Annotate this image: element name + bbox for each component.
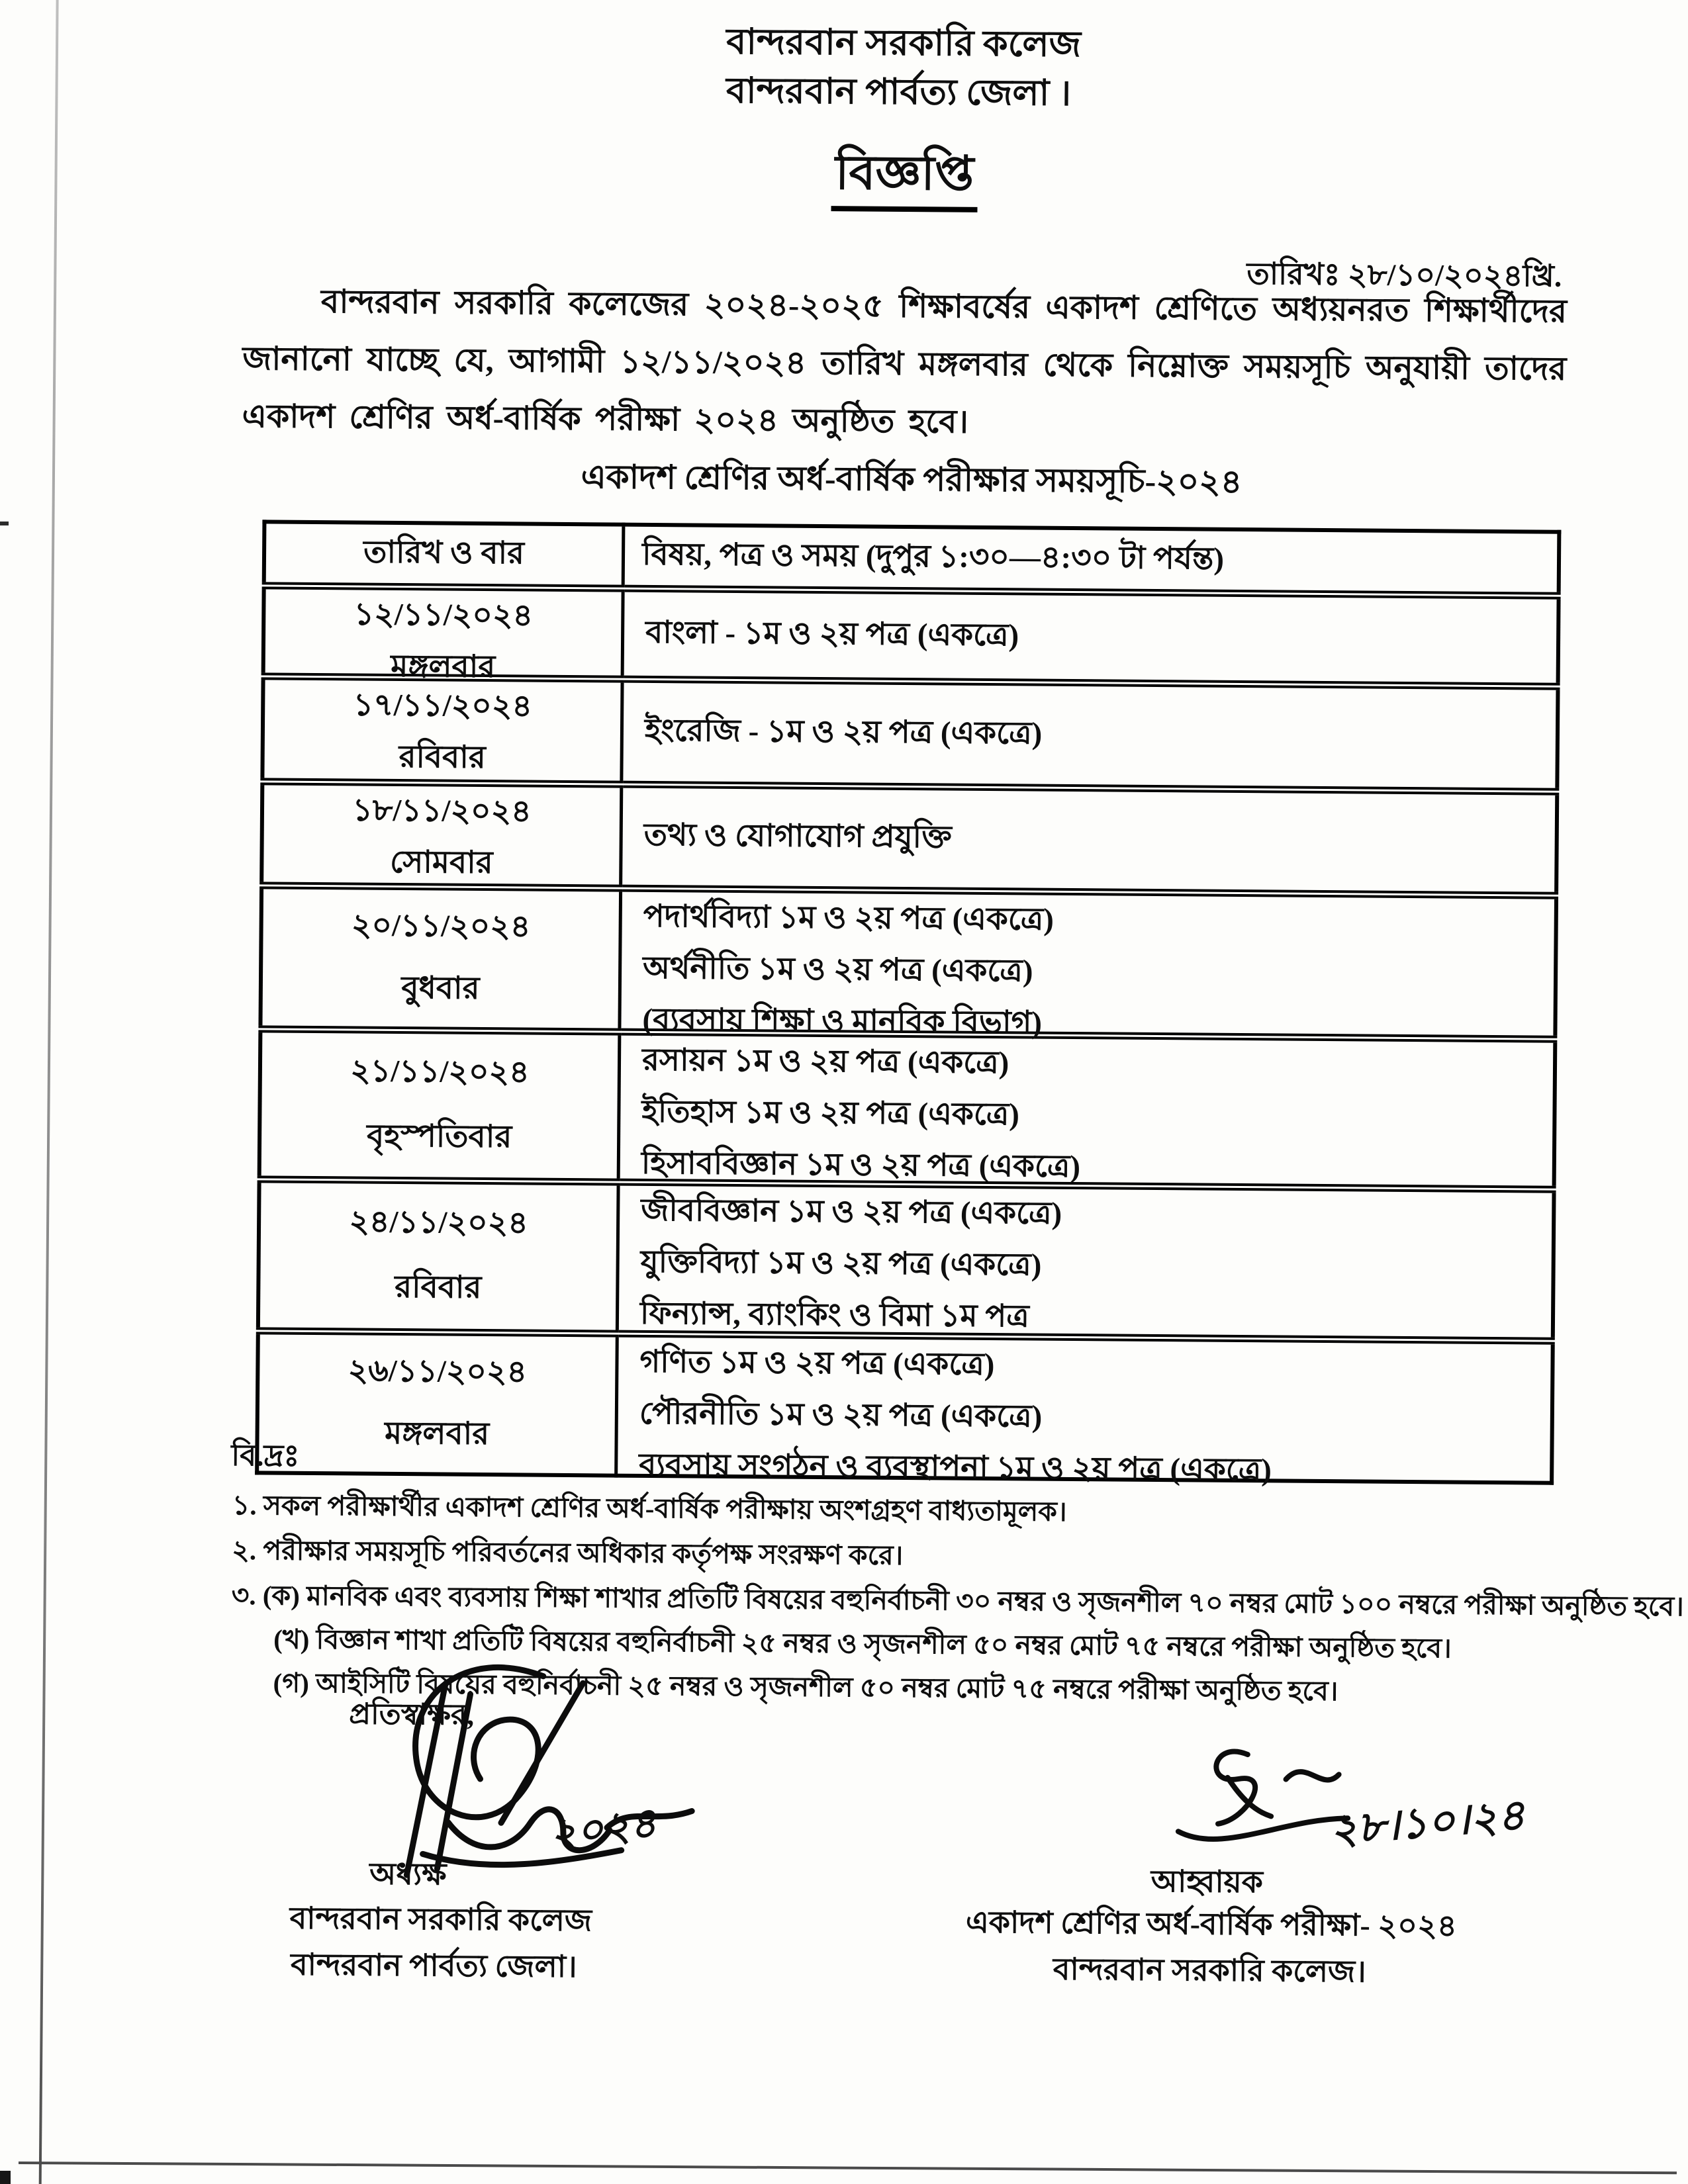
date-day-cell (262, 889, 619, 1028)
convener-handwritten-date: ২৮।১০।২৪ (1328, 1791, 1527, 1854)
subject-line: পৌরনীতি ১ম ও ২য় পত্র (একত্রে) (639, 1396, 1043, 1434)
col-header-subject-time: বিষয়, পত্র ও সময় (দুপুর ১:৩০—৪:৩০ টা পর্যন্ত) (641, 537, 1225, 576)
subject-line: ইংরেজি - ১ম ও ২য় পত্র (একত্রে) (644, 713, 1043, 751)
date-day-cell (263, 785, 620, 884)
col-header-date-day: তারিখ ও বার (363, 535, 525, 571)
schedule-title: একাদশ শ্রেণির অর্ধ-বার্ষিক পরীক্ষার সময়সূচি-২০২৪ (581, 458, 1243, 500)
exam-date: ২০/১১/২০২৪ (351, 908, 531, 944)
note-item: (গ) আইসিটি বিষয়ের বহুনির্বাচনী ২৫ নম্বর ও সৃজনশীল ৫০ নম্বর মোট ৭৫ নম্বরে পরীক্ষা অনুষ্ঠিত হবে। (273, 1667, 1338, 1707)
table-row (257, 1331, 1553, 1483)
principal-org-line1: বান্দরবান সরকারি কলেজ (289, 1901, 592, 1938)
exam-date: ২১/১১/২০২৪ (350, 1054, 530, 1090)
table-row (259, 1029, 1556, 1189)
note-item: (খ) বিজ্ঞান শাখা প্রতিটি বিষয়ের বহুনির্বাচনী ২৫ নম্বর ও সৃজনশীল ৫০ নম্বর মোট ৭৫ নম্বরে পরীক্ষা অনুষ্ঠিত হবে। (273, 1623, 1452, 1664)
subject-line: অর্থনীতি ১ম ও ২য় পত্র (একত্রে) (642, 950, 1033, 989)
exam-schedule-table (255, 520, 1561, 1488)
scan-artifact-corner-mark (0, 2171, 11, 2184)
subject-line: তথ্য ও যোগাযোগ প্রযুক্তি (643, 817, 952, 855)
exam-date: ১২/১১/২০২৪ (353, 597, 534, 633)
subject-line: (ব্যবসায় শিক্ষা ও মানবিক বিভাগ) (642, 1002, 1043, 1040)
date-day-cell (259, 1334, 616, 1473)
exam-date: ২৬/১১/২০২৪ (348, 1353, 528, 1390)
notice-title: বিজ্ঞপ্তি (831, 146, 978, 212)
subject-cell (621, 892, 1554, 1040)
college-name: বান্দরবান সরকারি কলেজ (726, 21, 1082, 65)
subject-cell (622, 788, 1555, 892)
exam-day: রবিবার (395, 1270, 482, 1306)
subject-line: যুক্তিবিদ্যা ১ম ও ২য় পত্র (একত্রে) (640, 1244, 1042, 1283)
subject-line: জীববিজ্ঞান ১ম ও ২য় পত্র (একত্রে) (641, 1193, 1062, 1231)
table-row (261, 782, 1557, 895)
principal-handwritten-date: ২০২৪ (547, 1800, 659, 1858)
exam-day: বুধবার (401, 971, 480, 1007)
convener-org-line2: বান্দরবান সরকারি কলেজ। (1053, 1952, 1366, 1989)
issue-date: তারিখঃ ২৮/১০/২০২৪খ্রি. (1246, 257, 1562, 293)
exam-day: মঙ্গলবার (391, 649, 496, 685)
subject-line: বাংলা - ১ম ও ২য় পত্র (একত্রে) (645, 615, 1019, 653)
exam-day: বৃহস্পতিবার (366, 1118, 512, 1155)
table-row (262, 676, 1558, 792)
note-item: ১. সকল পরীক্ষার্থীর একাদশ শ্রেণির অর্ধ-বার্ষিক পরীক্ষায় অংশগ্রহণ বাধ্যতামূলক। (232, 1490, 1067, 1527)
subject-line: গণিত ১ম ও ২য় পত্র (একত্রে) (639, 1344, 995, 1383)
subject-line: রসায়ন ১ম ও ২য় পত্র (একত্রে) (641, 1042, 1009, 1081)
subject-cell (623, 683, 1556, 788)
note-item: ৩. (ক) মানবিক এবং ব্যবসায় শিক্ষা শাখার প্রতিটি বিষয়ের বহুনির্বাচনী ৩০ নম্বর ও সৃজনশীল ৭০ নম্বর মোট ১০০ নম্বরে পরীক্ষা অনুষ্ঠিত হবে। (231, 1580, 1685, 1622)
date-day-cell (260, 1183, 617, 1330)
scan-artifact-edge-mark (0, 522, 9, 525)
convener-title: আহ্বায়ক (1150, 1864, 1264, 1899)
table-row (260, 886, 1556, 1039)
exam-day: সোমবার (389, 844, 493, 881)
table-row (263, 586, 1559, 686)
principal-org-line2: বান্দরবান পার্বত্য জেলা। (290, 1947, 577, 1984)
table-header-row (264, 522, 1560, 596)
scan-artifact-vertical-line (39, 0, 59, 2184)
exam-date: ১৭/১১/২০২৪ (353, 688, 533, 724)
exam-date: ২৪/১১/২০২৪ (349, 1205, 528, 1241)
subject-line: ব্যবসায় সংগঠন ও ব্যবস্থাপনা ১ম ও ২য় পত্র (একত্রে) (639, 1447, 1272, 1488)
subject-cell (618, 1338, 1551, 1488)
date-day-cell (264, 680, 620, 780)
subject-line: ফিন্যান্স, ব্যাংকিং ও বিমা ১ম পত্র (639, 1296, 1029, 1334)
convener-org-line1: একাদশ শ্রেণির অর্ধ-বার্ষিক পরীক্ষা- ২০২৪ (965, 1905, 1458, 1943)
exam-day: রবিবার (399, 739, 486, 776)
countersign-label: প্রতিস্বাক্ষর, (349, 1698, 475, 1731)
principal-title: অধ্যক্ষ (369, 1856, 447, 1891)
date-day-cell (265, 589, 622, 685)
date-day-cell (261, 1032, 618, 1178)
notice-title-wrap (831, 136, 978, 217)
subject-line: ইতিহাস ১ম ও ২য় পত্র (একত্রে) (641, 1094, 1020, 1132)
subject-cell (619, 1186, 1552, 1338)
subject-line: হিসাববিজ্ঞান ১ম ও ২য় পত্র (একত্রে) (641, 1146, 1081, 1185)
exam-day: মঙ্গলবার (384, 1416, 490, 1452)
district-line: বান্দরবান পার্বত্য জেলা । (726, 70, 1072, 113)
subject-cell (624, 592, 1557, 683)
subject-cell (620, 1036, 1554, 1186)
subject-line: পদার্থবিদ্যা ১ম ও ২য় পত্র (একত্রে) (643, 899, 1055, 937)
note-item: ২. পরীক্ষার সময়সূচি পরিবর্তনের অধিকার কর্তৃপক্ষ সংরক্ষণ করে। (232, 1535, 904, 1571)
notes-label: বি.দ্রঃ (231, 1439, 300, 1473)
exam-date: ১৮/১১/২০২৪ (352, 793, 532, 829)
intro-paragraph: বান্দরবান সরকারি কলেজের ২০২৪-২০২৫ শিক্ষাবর্ষের একাদশ শ্রেণিতে অধ্যয়নরত শিক্ষার্থীদের জানানো যাচ্ছে যে, আগামী ১২/১১/২০২৪ তারিখ মঙ্গলবার থেকে নিম্নোক্ত সময়সূচি অনুযায়ী তাদের একাদশ শ্রেণির অর্ধ-বার্ষিক পরীক্ষা ২০২৪ অনুষ্ঠিত হবে। (242, 283, 1568, 440)
table-row (258, 1179, 1554, 1341)
